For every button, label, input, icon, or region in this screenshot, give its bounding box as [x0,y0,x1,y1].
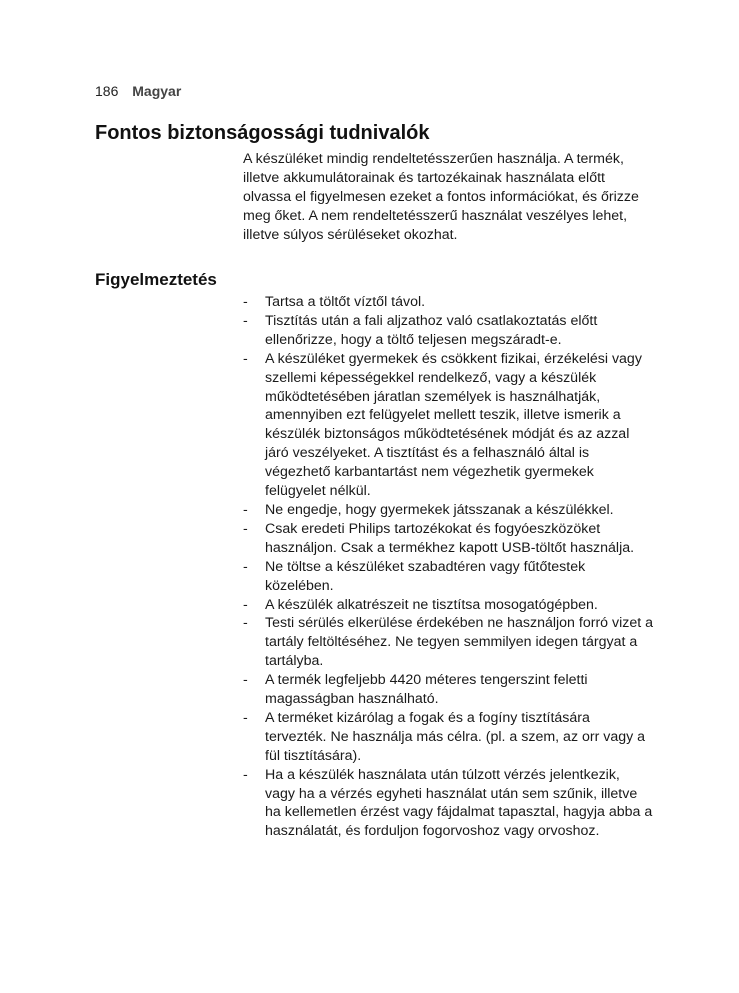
list-item-text: Ne engedje, hogy gyermekek játsszanak a készülékkel. [265,501,614,518]
list-item-text: A terméket kizárólag a fogak és a fogíny tisztítására tervezték. Ne használja más célra. (pl. a szem, az orr vagy a fül tisztítására). [265,709,646,764]
page-header [95,82,181,100]
list-item [243,293,653,312]
bullet-dash: - [243,294,248,310]
list-item-text: A készülék alkatrészeit ne tisztítsa mosogatógépben. [265,596,598,613]
bullet-dash: - [243,312,248,329]
warning-section-title: Figyelmeztetés [95,270,217,289]
bullet-dash: - [243,709,248,726]
list-item [243,558,653,596]
bullet-dash: - [243,766,248,783]
bullet-dash: - [243,558,248,575]
bullet-dash: - [243,672,248,689]
list-item-text: A termék legfeljebb 4420 méteres tengerszint feletti magasságban használható. [265,672,588,708]
list-item-text: Csak eredeti Philips tartozékokat és fogyóeszközöket használjon. Csak a termékhez kapott USB-töltőt használja. [265,520,635,556]
bullet-dash: - [243,520,248,537]
bullet-dash: - [243,615,248,632]
list-item [243,709,653,766]
language-label: Magyar [132,83,182,99]
list-item [243,614,653,671]
list-item-text: A készüléket gyermekek és csökkent fizikai, érzékelési vagy szellemi képességekkel rendelkező, vagy a készülék működtetésében járatlan személyek is használhatják, amennyiben ezt felügyelet mellett teszik, illetve ismerik a készülék biztonságos működtetésének módját és az azzal járó veszélyeket. A tisztítást és a felhasználó által is végezhető karbantartást nem végezhetik gyermekek felügyelet nélkül. [265,350,642,500]
list-item-text: Testi sérülés elkerülése érdekében ne használjon forró vizet a tartály feltöltéséhez. Ne tegyen semmilyen idegen tárgyat a tartályba. [265,615,654,670]
list-item [243,501,653,520]
list-item-text: Ha a készülék használata után túlzott vérzés jelentkezik, vagy ha a vérzés egyheti használat után sem szűnik, illetve ha kellemetlen érzést vagy fájdalmat tapasztal, hagyja abba a használatát, és forduljon fogorvoshoz vagy orvoshoz. [265,766,653,840]
list-item-text: Ne töltse a készüléket szabadtéren vagy fűtőtestek közelében. [265,558,586,594]
warning-list [243,293,653,841]
list-item [243,520,653,558]
list-item-text: Tartsa a töltőt víztől távol. [265,294,426,310]
bullet-dash: - [243,350,248,367]
list-item [243,312,653,350]
list-item-text: Tisztítás után a fali aljzathoz való csatlakoztatás előtt ellenőrizze, hogy a töltő teljesen megszáradt-e. [265,312,598,348]
safety-section-title: Fontos biztonságossági tudnivalók [95,122,430,144]
safety-intro-paragraph: A készüléket mindig rendeltetésszerűen használja. A termék, illetve akkumulátorainak és tartozékainak használata előtt olvassa el figyelmesen ezeket a fontos információkat, és őrizze meg őket. A nem rendeltetésszerű használat veszélyes lehet, illetve súlyos sérüléseket okozhat. [243,151,639,243]
page-number: 186 [95,83,119,99]
list-item [243,596,653,615]
list-item [243,350,653,501]
list-item [243,671,653,709]
bullet-dash: - [243,596,248,613]
list-item [243,766,653,842]
bullet-dash: - [243,501,248,518]
